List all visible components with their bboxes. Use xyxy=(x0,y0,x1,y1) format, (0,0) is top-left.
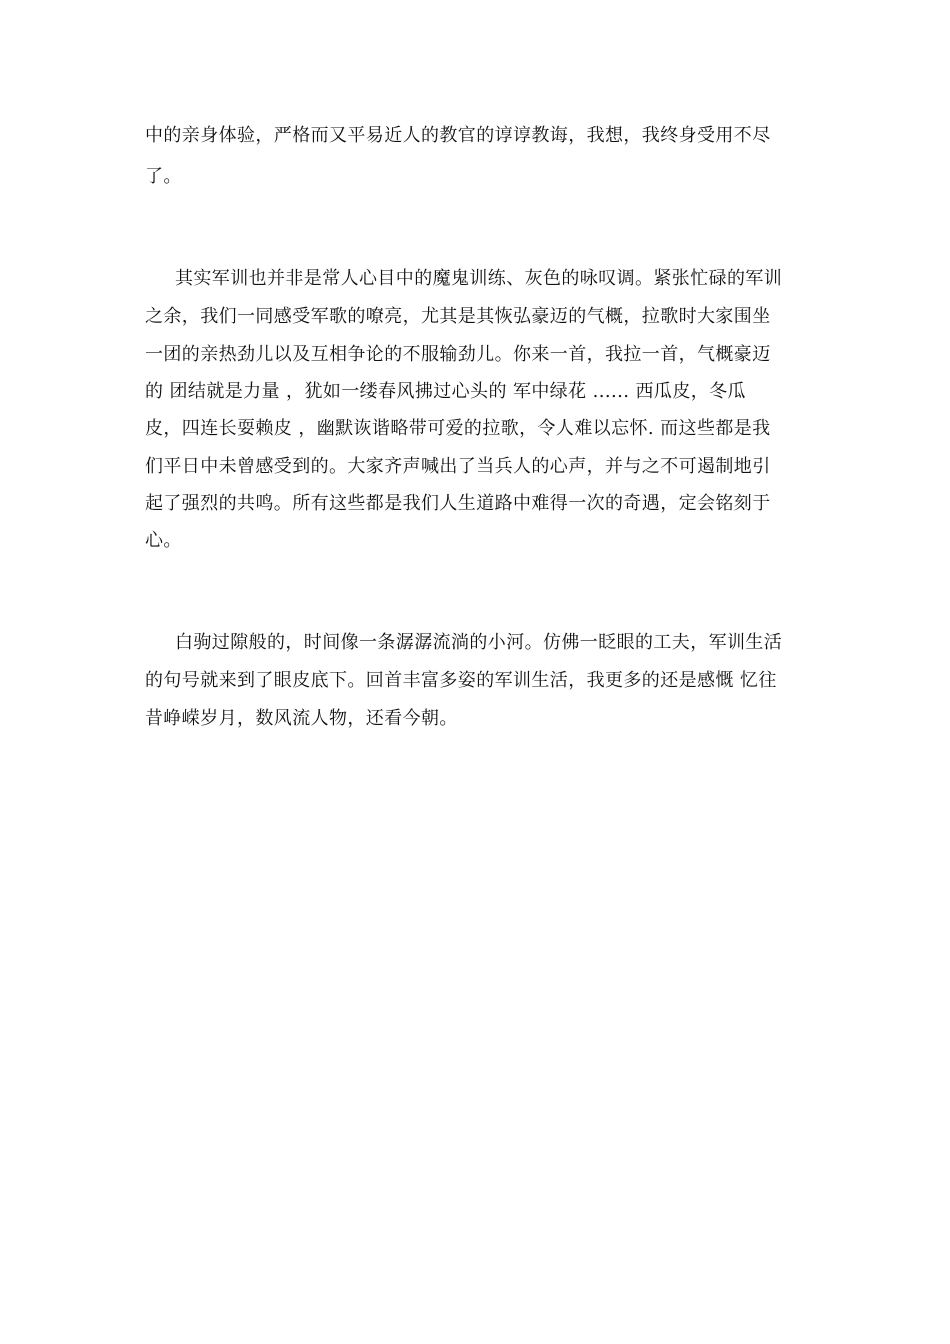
paragraph-line: 中的亲身体验，严格而又平易近人的教官的谆谆教诲，我想，我终身受用不尽 xyxy=(145,125,771,146)
paragraph-line: 们平日中未曾感受到的。大家齐声喊出了当兵人的心声，并与之不可遏制地引 xyxy=(145,456,771,477)
paragraph-line: 昔峥嵘岁月，数风流人物，还看今朝。 xyxy=(145,708,458,729)
paragraph-line: 起了强烈的共鸣。所有这些都是我们人生道路中难得一次的奇遇，定会铭刻于 xyxy=(145,493,771,514)
paragraph-line: 白驹过隙般的，时间像一条潺潺流淌的小河。仿佛一眨眼的工夫，军训生活 xyxy=(175,632,783,653)
paragraph-line: 心。 xyxy=(145,530,182,551)
paragraph-line: 其实军训也并非是常人心目中的魔鬼训练、灰色的咏叹调。紧张忙碌的军训 xyxy=(175,268,783,289)
paragraph-line: 皮，四连长耍赖皮 ，幽默诙谐略带可爱的拉歌，令人难以忘怀. 而这些都是我 xyxy=(145,418,771,439)
paragraph-line: 之余，我们一同感受军歌的嘹亮，尤其是其恢弘豪迈的气概，拉歌时大家围坐 xyxy=(145,306,771,327)
paragraph-line: 了。 xyxy=(145,166,182,187)
paragraph-line: 一团的亲热劲儿以及互相争论的不服输劲儿。你来一首，我拉一首，气概豪迈 xyxy=(145,344,771,365)
paragraph-line: 的句号就来到了眼皮底下。回首丰富多姿的军训生活，我更多的还是感慨 忆往 xyxy=(145,670,777,691)
paragraph-line: 的 团结就是力量 ，犹如一缕春风拂过心头的 军中绿花 ...... 西瓜皮，冬瓜 xyxy=(145,381,746,402)
